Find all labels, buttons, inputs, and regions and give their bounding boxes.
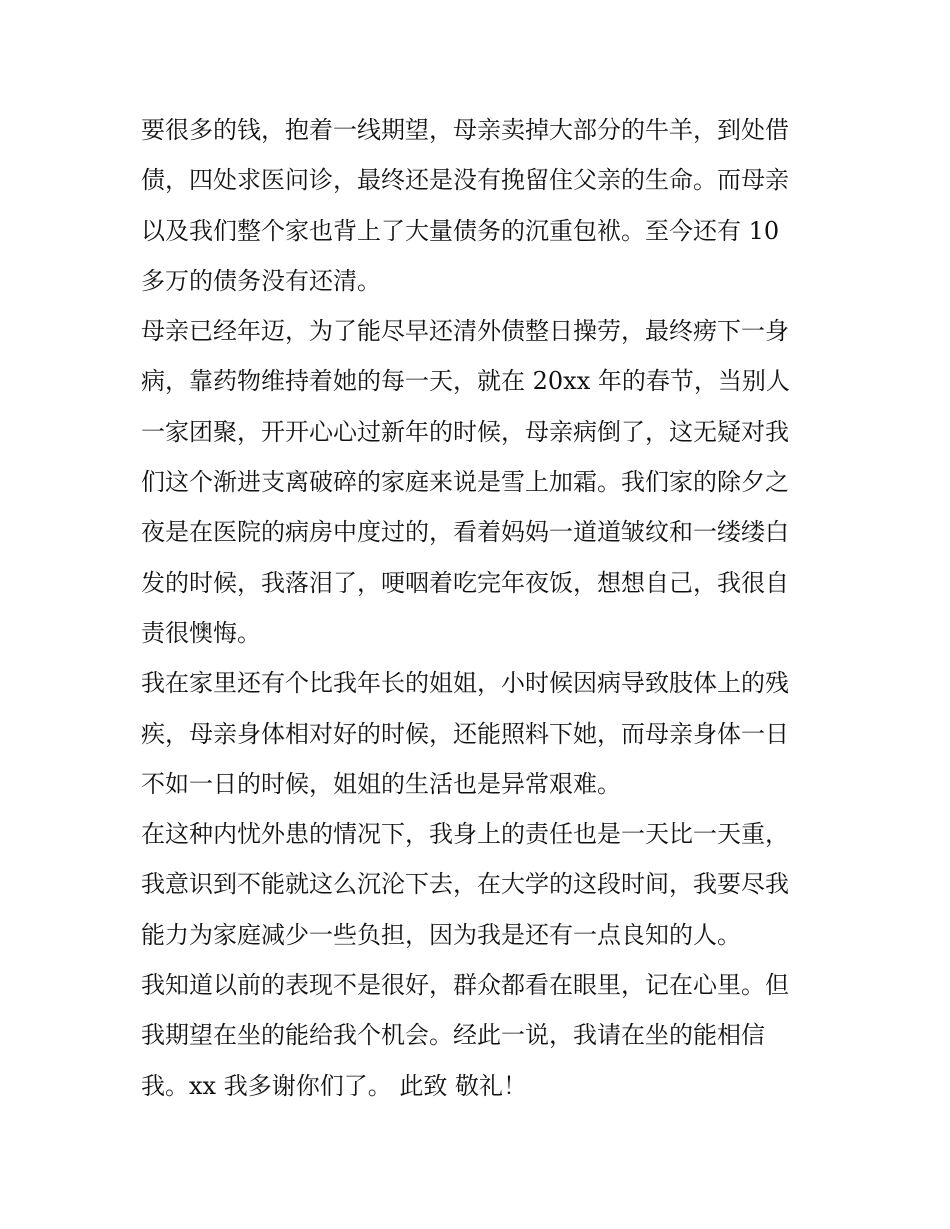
text-line: 一家团聚，开开心心过新年的时候，母亲病倒了，这无疑对我 bbox=[141, 417, 789, 446]
text-line: 责很懊悔。 bbox=[141, 618, 261, 647]
text-line: 债，四处求医问诊，最终还是没有挽留住父亲的生命。而母亲 bbox=[141, 166, 789, 195]
paragraph-2 bbox=[141, 306, 813, 658]
paragraph-5 bbox=[141, 960, 813, 1111]
paragraph-1 bbox=[141, 105, 813, 306]
text-line: 我意识到不能就这么沉沦下去，在大学的这段时间，我要尽我 bbox=[141, 870, 789, 899]
text-line: 能力为家庭减少一些负担，因为我是还有一点良知的人。 bbox=[141, 920, 741, 949]
text-line: 母亲已经年迈，为了能尽早还清外债整日操劳，最终痨下一身 bbox=[141, 317, 789, 346]
text-line: 多万的债务没有还清。 bbox=[141, 266, 381, 295]
text-line: 夜是在医院的病房中度过的，看着妈妈一道道皱纹和一缕缕白 bbox=[141, 518, 789, 547]
text-line: 们这个渐进支离破碎的家庭来说是雪上加霜。我们家的除夕之 bbox=[141, 468, 789, 497]
document-body bbox=[141, 105, 813, 1111]
text-line: 要很多的钱，抱着一线期望，母亲卖掉大部分的牛羊，到处借 bbox=[141, 116, 789, 144]
text-line: 我知道以前的表现不是很好，群众都看在眼里，记在心里。但 bbox=[141, 971, 789, 1000]
text-line: 我。xx 我多谢你们了。 此致 敬礼！ bbox=[141, 1071, 527, 1100]
text-line: 不如一日的时候，姐姐的生活也是异常艰难。 bbox=[141, 769, 621, 798]
paragraph-4 bbox=[141, 809, 813, 960]
paragraph-3 bbox=[141, 658, 813, 809]
text-line: 我期望在坐的能给我个机会。经此一说，我请在坐的能相信 bbox=[141, 1021, 765, 1050]
text-line: 以及我们整个家也背上了大量债务的沉重包袱。至今还有 10 bbox=[141, 216, 780, 245]
text-line: 我在家里还有个比我年长的姐姐，小时候因病导致肢体上的残 bbox=[141, 669, 789, 698]
text-line: 发的时候，我落泪了，哽咽着吃完年夜饭，想想自己，我很自 bbox=[141, 568, 789, 597]
text-line: 疾，母亲身体相对好的时候，还能照料下她，而母亲身体一日 bbox=[141, 719, 789, 748]
text-line: 在这种内忧外患的情况下，我身上的责任也是一天比一天重， bbox=[141, 820, 789, 849]
text-line: 病，靠药物维持着她的每一天，就在 20xx 年的春节，当别人 bbox=[141, 367, 790, 396]
